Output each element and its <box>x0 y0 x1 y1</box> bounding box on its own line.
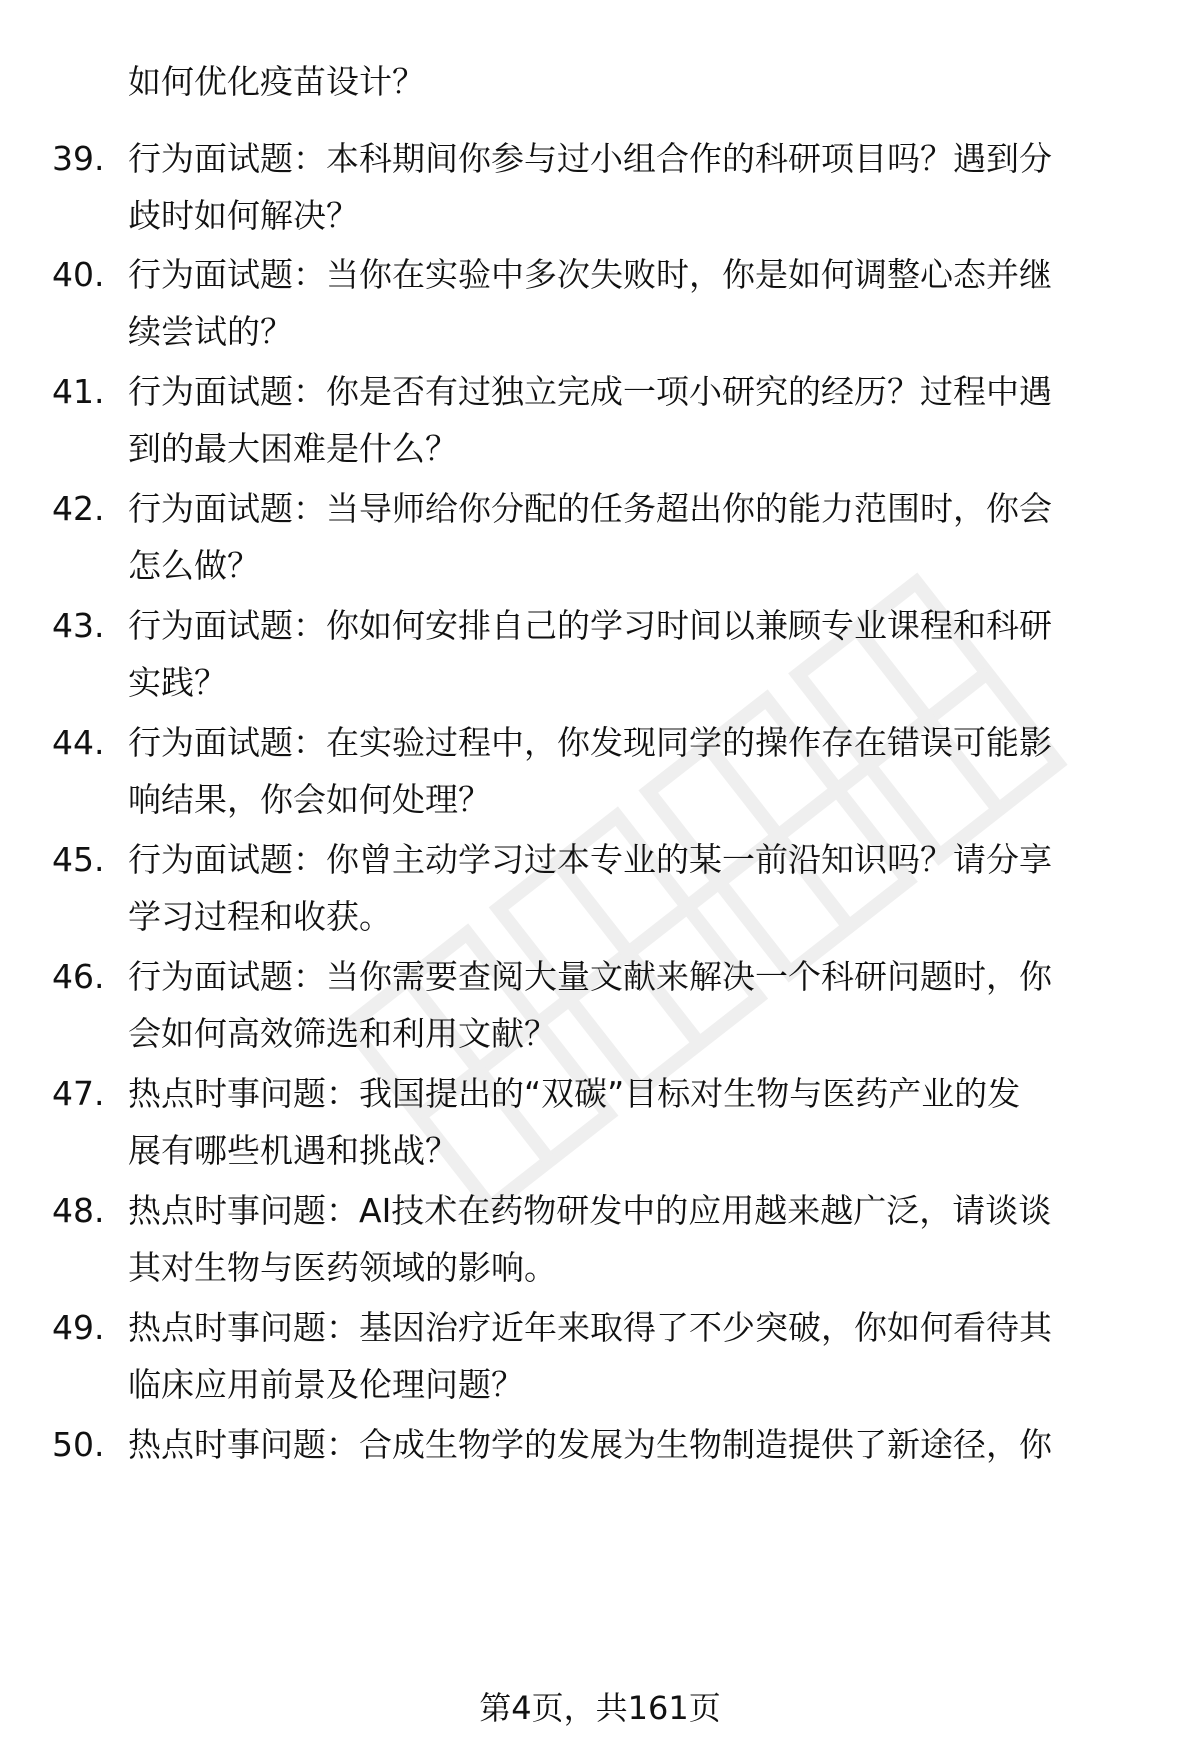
question-text-line-2: 怎么做？ <box>128 546 260 585</box>
question-text-line-1: 热点时事问题：基因治疗近年来取得了不少突破，你如何看待其 <box>128 1308 1052 1347</box>
question-text-line-2: 学习过程和收获。 <box>128 897 392 936</box>
question-text-line-1: 行为面试题：本科期间你参与过小组合作的科研项目吗？遇到分 <box>128 139 1052 178</box>
question-number: 45. <box>52 840 105 879</box>
question-text-line-2: 临床应用前景及伦理问题？ <box>128 1365 524 1404</box>
page-footer: 第4页，共161页 <box>479 1689 721 1727</box>
question-text-line-1: 行为面试题：当你在实验中多次失败时，你是如何调整心态并继 <box>128 255 1052 294</box>
question-text-line-2: 展有哪些机遇和挑战？ <box>128 1131 458 1170</box>
question-number: 46. <box>52 957 105 996</box>
question-text-line-2: 实践？ <box>128 663 227 702</box>
question-number: 47. <box>52 1074 105 1113</box>
question-number: 49. <box>52 1308 105 1347</box>
question-text-line-1: 行为面试题：在实验过程中，你发现同学的操作存在错误可能影 <box>128 723 1052 762</box>
question-number: 42. <box>52 489 105 528</box>
question-text-line-2: 续尝试的？ <box>128 312 293 351</box>
question-text-line-2: 其对生物与医药领域的影响。 <box>128 1248 557 1287</box>
question-text-line-1: 行为面试题：当导师给你分配的任务超出你的能力范围时，你会 <box>128 489 1052 528</box>
question-number: 40. <box>52 255 105 294</box>
question-text-line-2: 到的最大困难是什么？ <box>128 429 458 468</box>
question-number: 48. <box>52 1191 105 1230</box>
question-text-line-1: 热点时事问题：我国提出的“双碳”目标对生物与医药产业的发 <box>128 1074 1021 1113</box>
question-number: 50. <box>52 1425 105 1464</box>
question-number: 43. <box>52 606 105 645</box>
continued-question-text: 如何优化疫苗设计？ <box>128 62 425 101</box>
question-text-line-2: 歧时如何解决？ <box>128 196 359 235</box>
question-text-line-1: 行为面试题：你如何安排自己的学习时间以兼顾专业课程和科研 <box>128 606 1052 645</box>
question-text-line-1: 行为面试题：当你需要查阅大量文献来解决一个科研问题时，你 <box>128 957 1052 996</box>
question-text-line-1: 行为面试题：你是否有过独立完成一项小研究的经历？过程中遇 <box>128 372 1052 411</box>
question-text-line-2: 会如何高效筛选和利用文献？ <box>128 1014 557 1053</box>
question-text-line-1: 行为面试题：你曾主动学习过本专业的某一前沿知识吗？请分享 <box>128 840 1052 879</box>
question-number: 39. <box>52 139 105 178</box>
question-text-line-1: 热点时事问题：合成生物学的发展为生物制造提供了新途径，你 <box>128 1425 1052 1464</box>
question-number: 41. <box>52 372 105 411</box>
question-number: 44. <box>52 723 105 762</box>
question-text-line-2: 响结果，你会如何处理？ <box>128 780 491 819</box>
question-text-line-1: 热点时事问题：AI技术在药物研发中的应用越来越广泛，请谈谈 <box>128 1191 1052 1230</box>
